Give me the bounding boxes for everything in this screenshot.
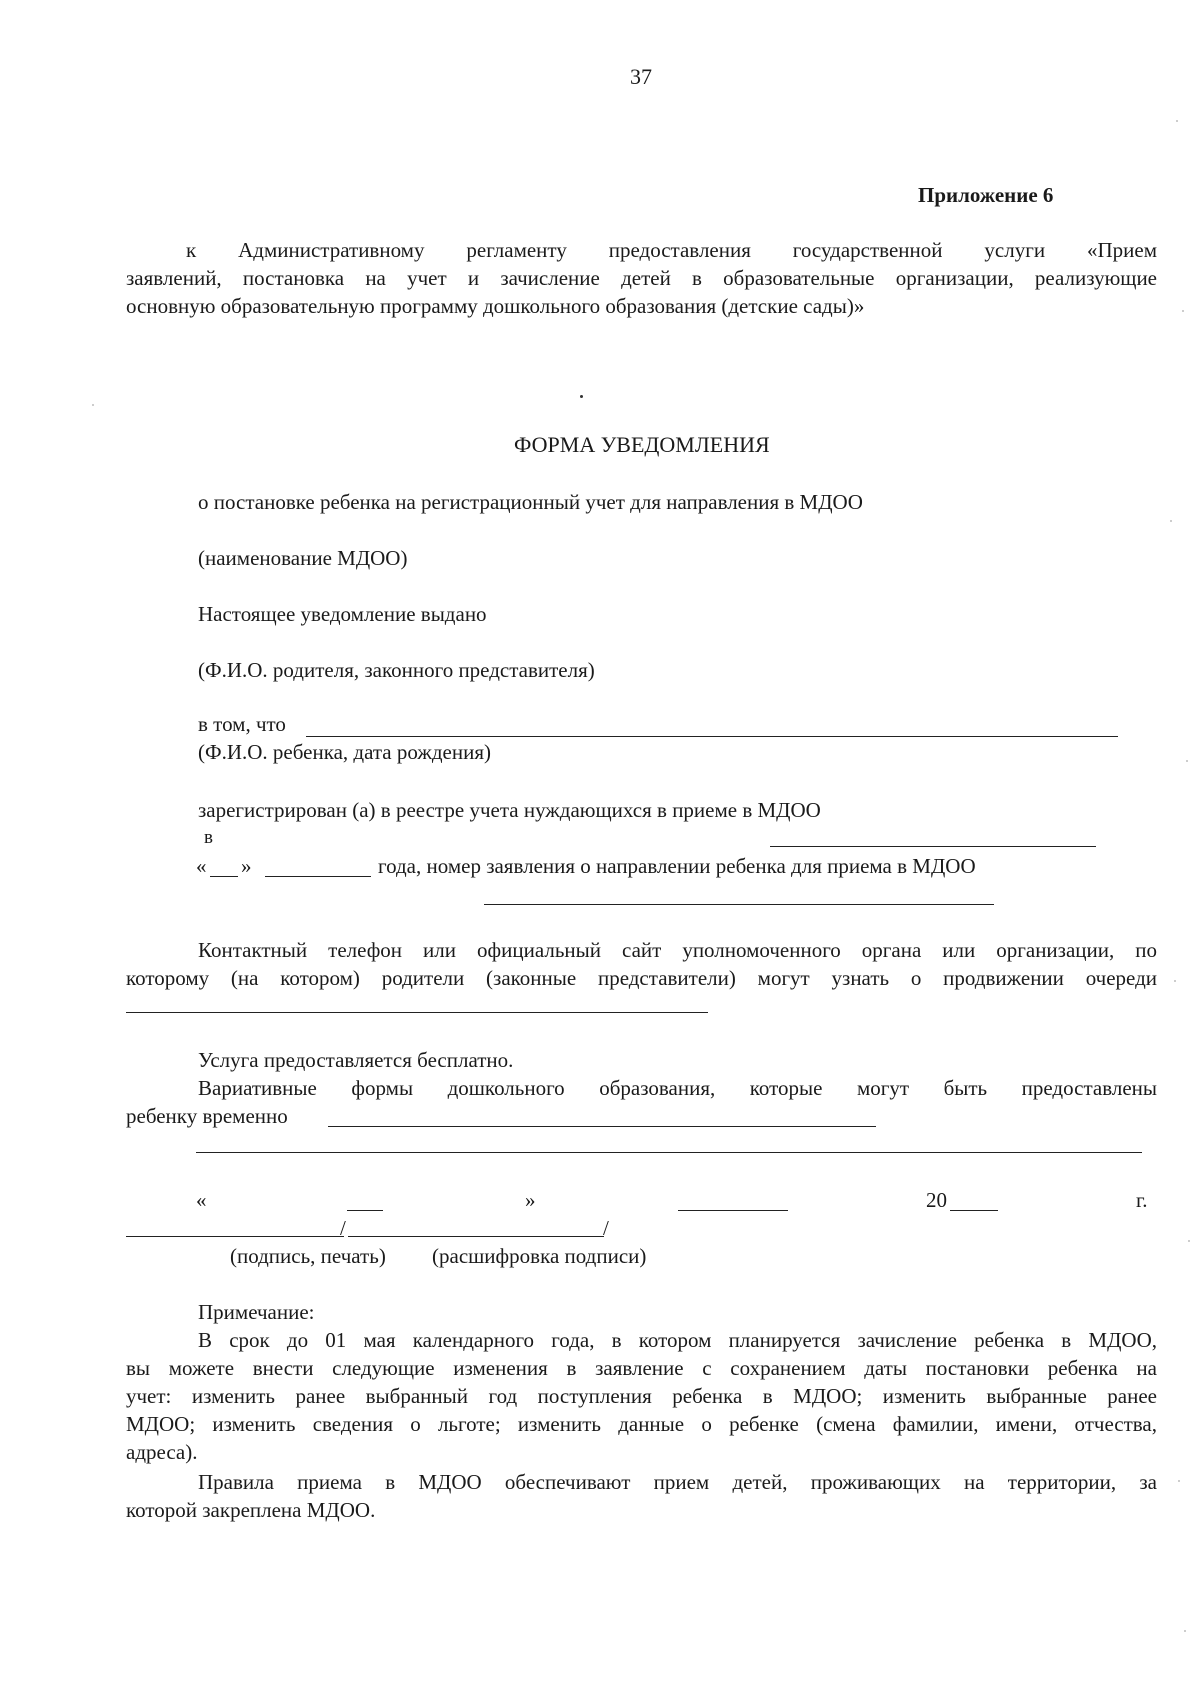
mdoo-line	[770, 846, 1096, 847]
form-subtitle: о постановке ребенка на регистрационный учет для направления в МДОО	[198, 490, 863, 514]
date-quote-open: «	[196, 854, 207, 878]
appendix-line-2: заявлений, постановка на учет и зачисление детей в образовательные организации, реализующие	[126, 266, 1157, 290]
contact-line	[126, 1012, 708, 1013]
note-p1-line-1: В срок до 01 мая календарного года, в котором планируется зачисление ребенка в МДОО,	[198, 1328, 1157, 1352]
contact-line-1: Контактный телефон или официальный сайт уполномоченного органа или организации, по	[198, 938, 1157, 962]
note-p1-line-2: вы можете внести следующие изменения в заявление с сохранением даты постановки ребенка на	[126, 1356, 1157, 1380]
that-label: в том, что	[198, 712, 286, 736]
date-month-line	[265, 876, 371, 877]
sign-month-line	[678, 1210, 788, 1211]
variative-line-blank	[328, 1126, 876, 1127]
signature-slash-1: /	[340, 1216, 346, 1240]
scan-speck	[1178, 1480, 1180, 1482]
variative-full-line	[196, 1152, 1142, 1153]
form-title: ФОРМА УВЕДОМЛЕНИЯ	[514, 432, 770, 457]
application-number-line	[484, 904, 994, 905]
page-number: 37	[630, 64, 652, 89]
decoding-line	[348, 1236, 604, 1237]
note-p2-line-2: которой закреплена МДОО.	[126, 1498, 376, 1522]
scan-speck	[1186, 760, 1188, 762]
variative-line-2: ребенку временно	[126, 1104, 288, 1128]
sign-quote-open: «	[196, 1188, 207, 1212]
note-heading: Примечание:	[198, 1300, 315, 1324]
scan-speck	[1174, 980, 1176, 982]
signature-slash-2: /	[603, 1216, 609, 1240]
date-day-line	[210, 876, 238, 877]
scan-speck	[1170, 520, 1172, 522]
variative-line-1: Вариативные формы дошкольного образования, которые могут быть предоставлены	[198, 1076, 1157, 1100]
stray-dot	[580, 395, 583, 398]
issued-to-label: Настоящее уведомление выдано	[198, 602, 487, 626]
registered-text: зарегистрирован (а) в реестре учета нуждающихся в приеме в МДОО	[198, 798, 821, 822]
contact-line-2: которому (на котором) родители (законные представители) могут узнать о продвижении очереди	[126, 966, 1157, 990]
scan-speck	[1188, 1240, 1190, 1242]
sign-quote-close: »	[525, 1188, 536, 1212]
appendix-line-1: к Административному регламенту предоставления государственной услуги «Прием	[186, 238, 1157, 262]
year-prefix: 20	[926, 1188, 947, 1212]
scan-speck	[1184, 1630, 1186, 1632]
appendix-title: Приложение 6	[918, 183, 1054, 207]
signature-caption: (подпись, печать)	[230, 1244, 386, 1268]
note-p1-line-3: учет: изменить ранее выбранный год поступления ребенка в МДОО; изменить выбранные ранее	[126, 1384, 1157, 1408]
sign-year-line	[950, 1210, 998, 1211]
note-p1-line-5: адреса).	[126, 1440, 198, 1464]
note-p1-line-4: МДОО; изменить сведения о льготе; изменить данные о ребенке (смена фамилии, имени, отчества,	[126, 1412, 1157, 1436]
free-service-text: Услуга предоставляется бесплатно.	[198, 1048, 514, 1072]
parent-caption: (Ф.И.О. родителя, законного представителя)	[198, 658, 595, 682]
sign-day-line	[347, 1210, 383, 1211]
year-suffix: г.	[1136, 1188, 1148, 1212]
signature-line	[126, 1236, 344, 1237]
date-quote-close: »	[241, 854, 252, 878]
year-application-text: года, номер заявления о направлении ребенка для приема в МДОО	[378, 854, 976, 878]
scan-speck	[92, 404, 94, 406]
mdoo-name-caption: (наименование МДОО)	[198, 546, 408, 570]
child-caption: (Ф.И.О. ребенка, дата рождения)	[198, 740, 491, 764]
scan-speck	[1176, 120, 1178, 122]
in-label: в	[204, 827, 213, 848]
note-p2-line-1: Правила приема в МДОО обеспечивают прием детей, проживающих на территории, за	[198, 1470, 1157, 1494]
child-fio-line	[306, 736, 1118, 737]
decoding-caption: (расшифровка подписи)	[432, 1244, 647, 1268]
appendix-line-3: основную образовательную программу дошкольного образования (детские сады)»	[126, 294, 865, 318]
scan-speck	[1182, 310, 1184, 312]
